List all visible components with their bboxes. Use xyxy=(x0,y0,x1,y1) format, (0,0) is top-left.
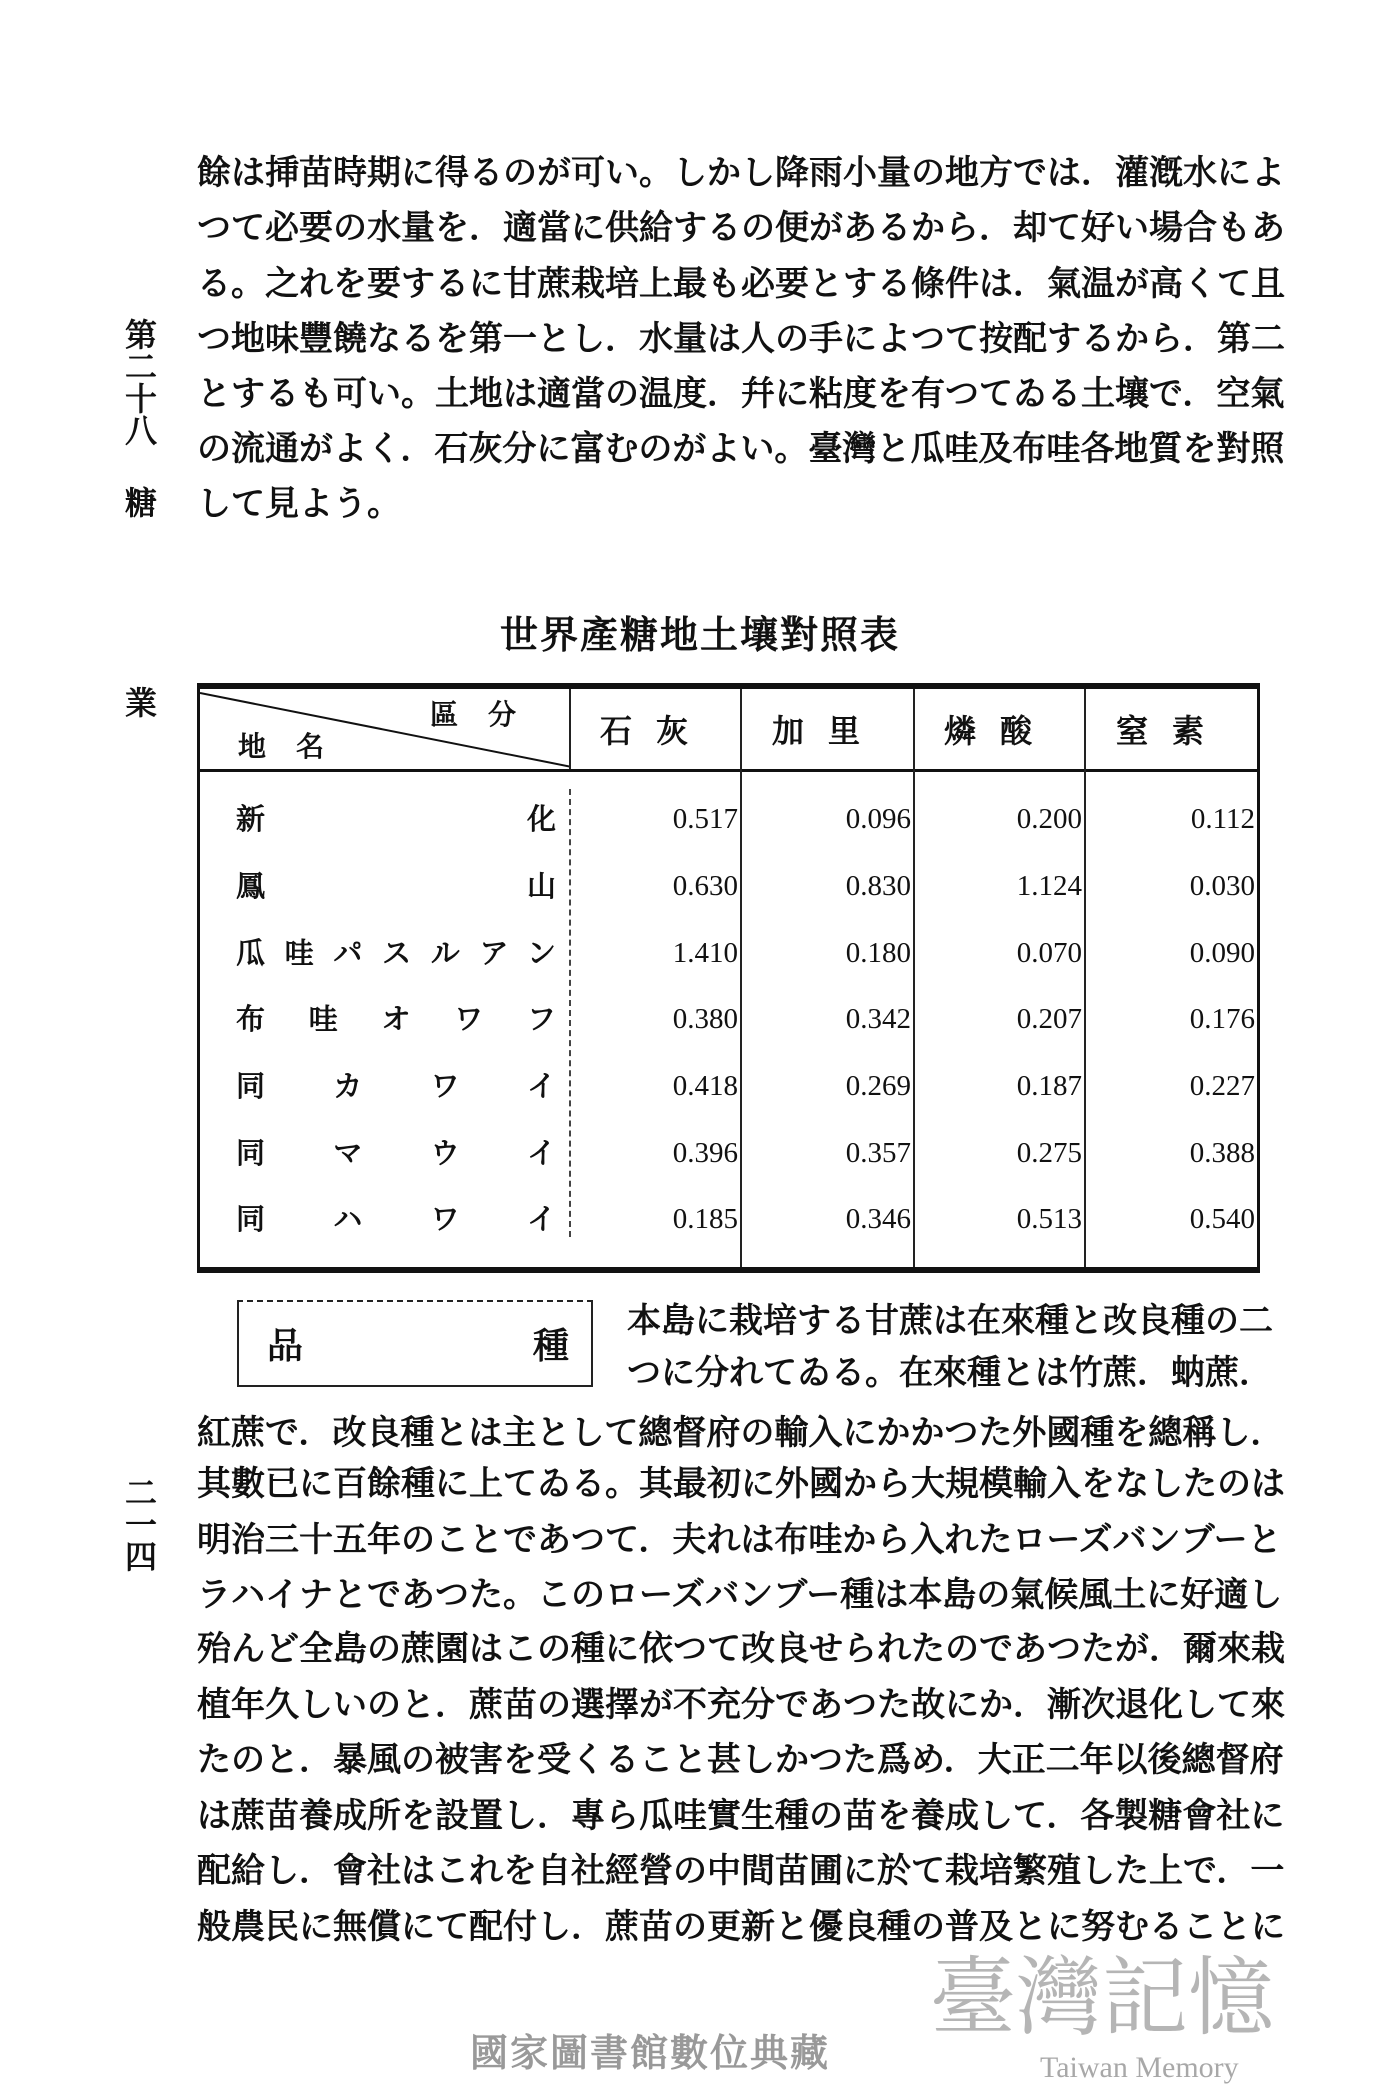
place-name: 同カワイ xyxy=(236,1069,556,1103)
text-line: つ地味豐饒なるを第一とし．水量は人の手によつて按配するから．第二 xyxy=(197,319,1285,359)
value-cell: 0.227 xyxy=(1189,1070,1255,1102)
section-heading-right: 種 xyxy=(532,1325,569,1367)
text-line: つに分れてゐる。在來種とは竹蔗．蚋蔗． xyxy=(627,1353,1273,1393)
column-divider xyxy=(569,689,571,769)
place-name: 同マウイ xyxy=(236,1136,556,1170)
text-line: 本島に栽培する甘蔗は在來種と改良種の二 xyxy=(627,1301,1273,1341)
text-line: 餘は挿苗時期に得るのが可い。しかし降雨小量の地方では．灌漑水によ xyxy=(197,153,1285,193)
column-header: 石灰 xyxy=(599,712,712,750)
value-cell: 0.275 xyxy=(1016,1137,1082,1169)
value-cell: 0.180 xyxy=(845,937,911,969)
table-title: 世界產糖地土壤對照表 xyxy=(499,612,900,657)
value-cell: 0.176 xyxy=(1189,1003,1255,1035)
place-name: 同ハワイ xyxy=(236,1202,556,1236)
text-line: 殆んど全島の蔗園はこの種に依つて改良せられたのであつたが．爾來栽 xyxy=(197,1629,1285,1669)
table-row xyxy=(200,856,1257,916)
place-name: 瓜哇パスルアン xyxy=(236,936,556,970)
value-cell: 0.380 xyxy=(672,1003,738,1035)
value-cell: 0.630 xyxy=(672,870,738,902)
table-row xyxy=(200,1123,1257,1183)
value-cell: 0.540 xyxy=(1189,1203,1255,1235)
value-cell: 0.342 xyxy=(845,1003,911,1035)
header-divider xyxy=(200,769,1257,772)
value-cell: 0.388 xyxy=(1189,1137,1255,1169)
text-line: る。之れを要するに甘蔗栽培上最も必要とする條件は．氣温が高くて且 xyxy=(197,264,1285,304)
table-row xyxy=(200,1189,1257,1249)
section-heading-left: 品 xyxy=(267,1325,304,1367)
corner-header-place: 地名 xyxy=(238,730,355,763)
value-cell: 1.410 xyxy=(672,937,738,969)
chapter-label: 第二十八 xyxy=(120,318,158,446)
value-cell: 0.185 xyxy=(672,1203,738,1235)
value-cell: 0.200 xyxy=(1016,803,1082,835)
page-number: 二一四 xyxy=(120,1476,158,1572)
text-line: 植年久しいのと．蔗苗の選擇が不充分であつた故にか．漸次退化して來 xyxy=(197,1685,1285,1725)
text-line: 明治三十五年のことであつて．夫れは布哇から入れたローズバンブーと xyxy=(197,1520,1282,1560)
value-cell: 0.357 xyxy=(845,1137,911,1169)
table-row xyxy=(200,923,1257,983)
value-cell: 0.090 xyxy=(1189,937,1255,969)
text-line: ラハイナとであつた。このローズバンブー種は本島の氣候風土に好適し xyxy=(197,1575,1283,1615)
topic-label-1: 糖 xyxy=(120,486,158,518)
value-cell: 0.396 xyxy=(672,1137,738,1169)
column-header: 窒素 xyxy=(1115,712,1228,750)
value-cell: 0.418 xyxy=(672,1070,738,1102)
column-header: 加里 xyxy=(771,712,884,750)
value-cell: 0.346 xyxy=(845,1203,911,1235)
table-row xyxy=(200,1056,1257,1116)
text-line: 配給し．會社はこれを自社經營の中間苗圃に於て栽培繁殖した上で．一 xyxy=(197,1851,1285,1891)
watermark-text: Taiwan Memory xyxy=(1040,2051,1239,2084)
library-watermark: 國家圖書館數位典藏 xyxy=(469,2031,830,2075)
watermark-logo: 臺灣記憶 xyxy=(930,1948,1274,2048)
text-line: は蔗苗養成所を設置し．專ら瓜哇實生種の苗を養成して．各製糖會社に xyxy=(197,1796,1285,1836)
value-cell: 0.517 xyxy=(672,803,738,835)
value-cell: 0.513 xyxy=(1016,1203,1082,1235)
value-cell: 0.096 xyxy=(845,803,911,835)
text-line: とするも可い。土地は適當の温度．幷に粘度を有つてゐる土壤で．空氣 xyxy=(197,374,1285,414)
text-line: して見よう。 xyxy=(197,484,401,524)
place-name: 新 化 xyxy=(236,802,556,836)
soil-comparison-table xyxy=(197,683,1260,1273)
section-heading-box xyxy=(237,1300,593,1387)
value-cell: 0.030 xyxy=(1189,870,1255,902)
text-line: 其數已に百餘種に上てゐる。其最初に外國から大規模輸入をなしたのは xyxy=(197,1464,1285,1504)
corner-header-category: 區分 xyxy=(430,698,547,731)
value-cell: 0.112 xyxy=(1190,803,1255,835)
topic-label-2: 業 xyxy=(120,686,158,718)
value-cell: 0.830 xyxy=(845,870,911,902)
value-cell: 0.207 xyxy=(1016,1003,1082,1035)
value-cell: 0.070 xyxy=(1016,937,1082,969)
value-cell: 0.187 xyxy=(1016,1070,1082,1102)
text-line: の流通がよく．石灰分に富むのがよい。臺灣と瓜哇及布哇各地質を對照 xyxy=(197,429,1285,469)
column-header: 燐酸 xyxy=(943,712,1056,750)
table-row xyxy=(200,989,1257,1049)
text-line: つて必要の水量を．適當に供給するの便があるから．却て好い場合もあ xyxy=(197,208,1285,248)
place-name: 鳳 山 xyxy=(236,869,556,903)
value-cell: 0.269 xyxy=(845,1070,911,1102)
text-line: たのと．暴風の被害を受くること甚しかつた爲め．大正二年以後總督府 xyxy=(197,1740,1284,1780)
value-cell: 1.124 xyxy=(1016,870,1082,902)
table-row xyxy=(200,789,1257,849)
place-name: 布哇オワフ xyxy=(236,1002,556,1036)
text-line: 紅蔗で．改良種とは主として總督府の輸入にかかつた外國種を總稱し． xyxy=(197,1413,1285,1453)
text-line: 般農民に無償にて配付し．蔗苗の更新と優良種の普及とに努むることに xyxy=(197,1907,1285,1947)
